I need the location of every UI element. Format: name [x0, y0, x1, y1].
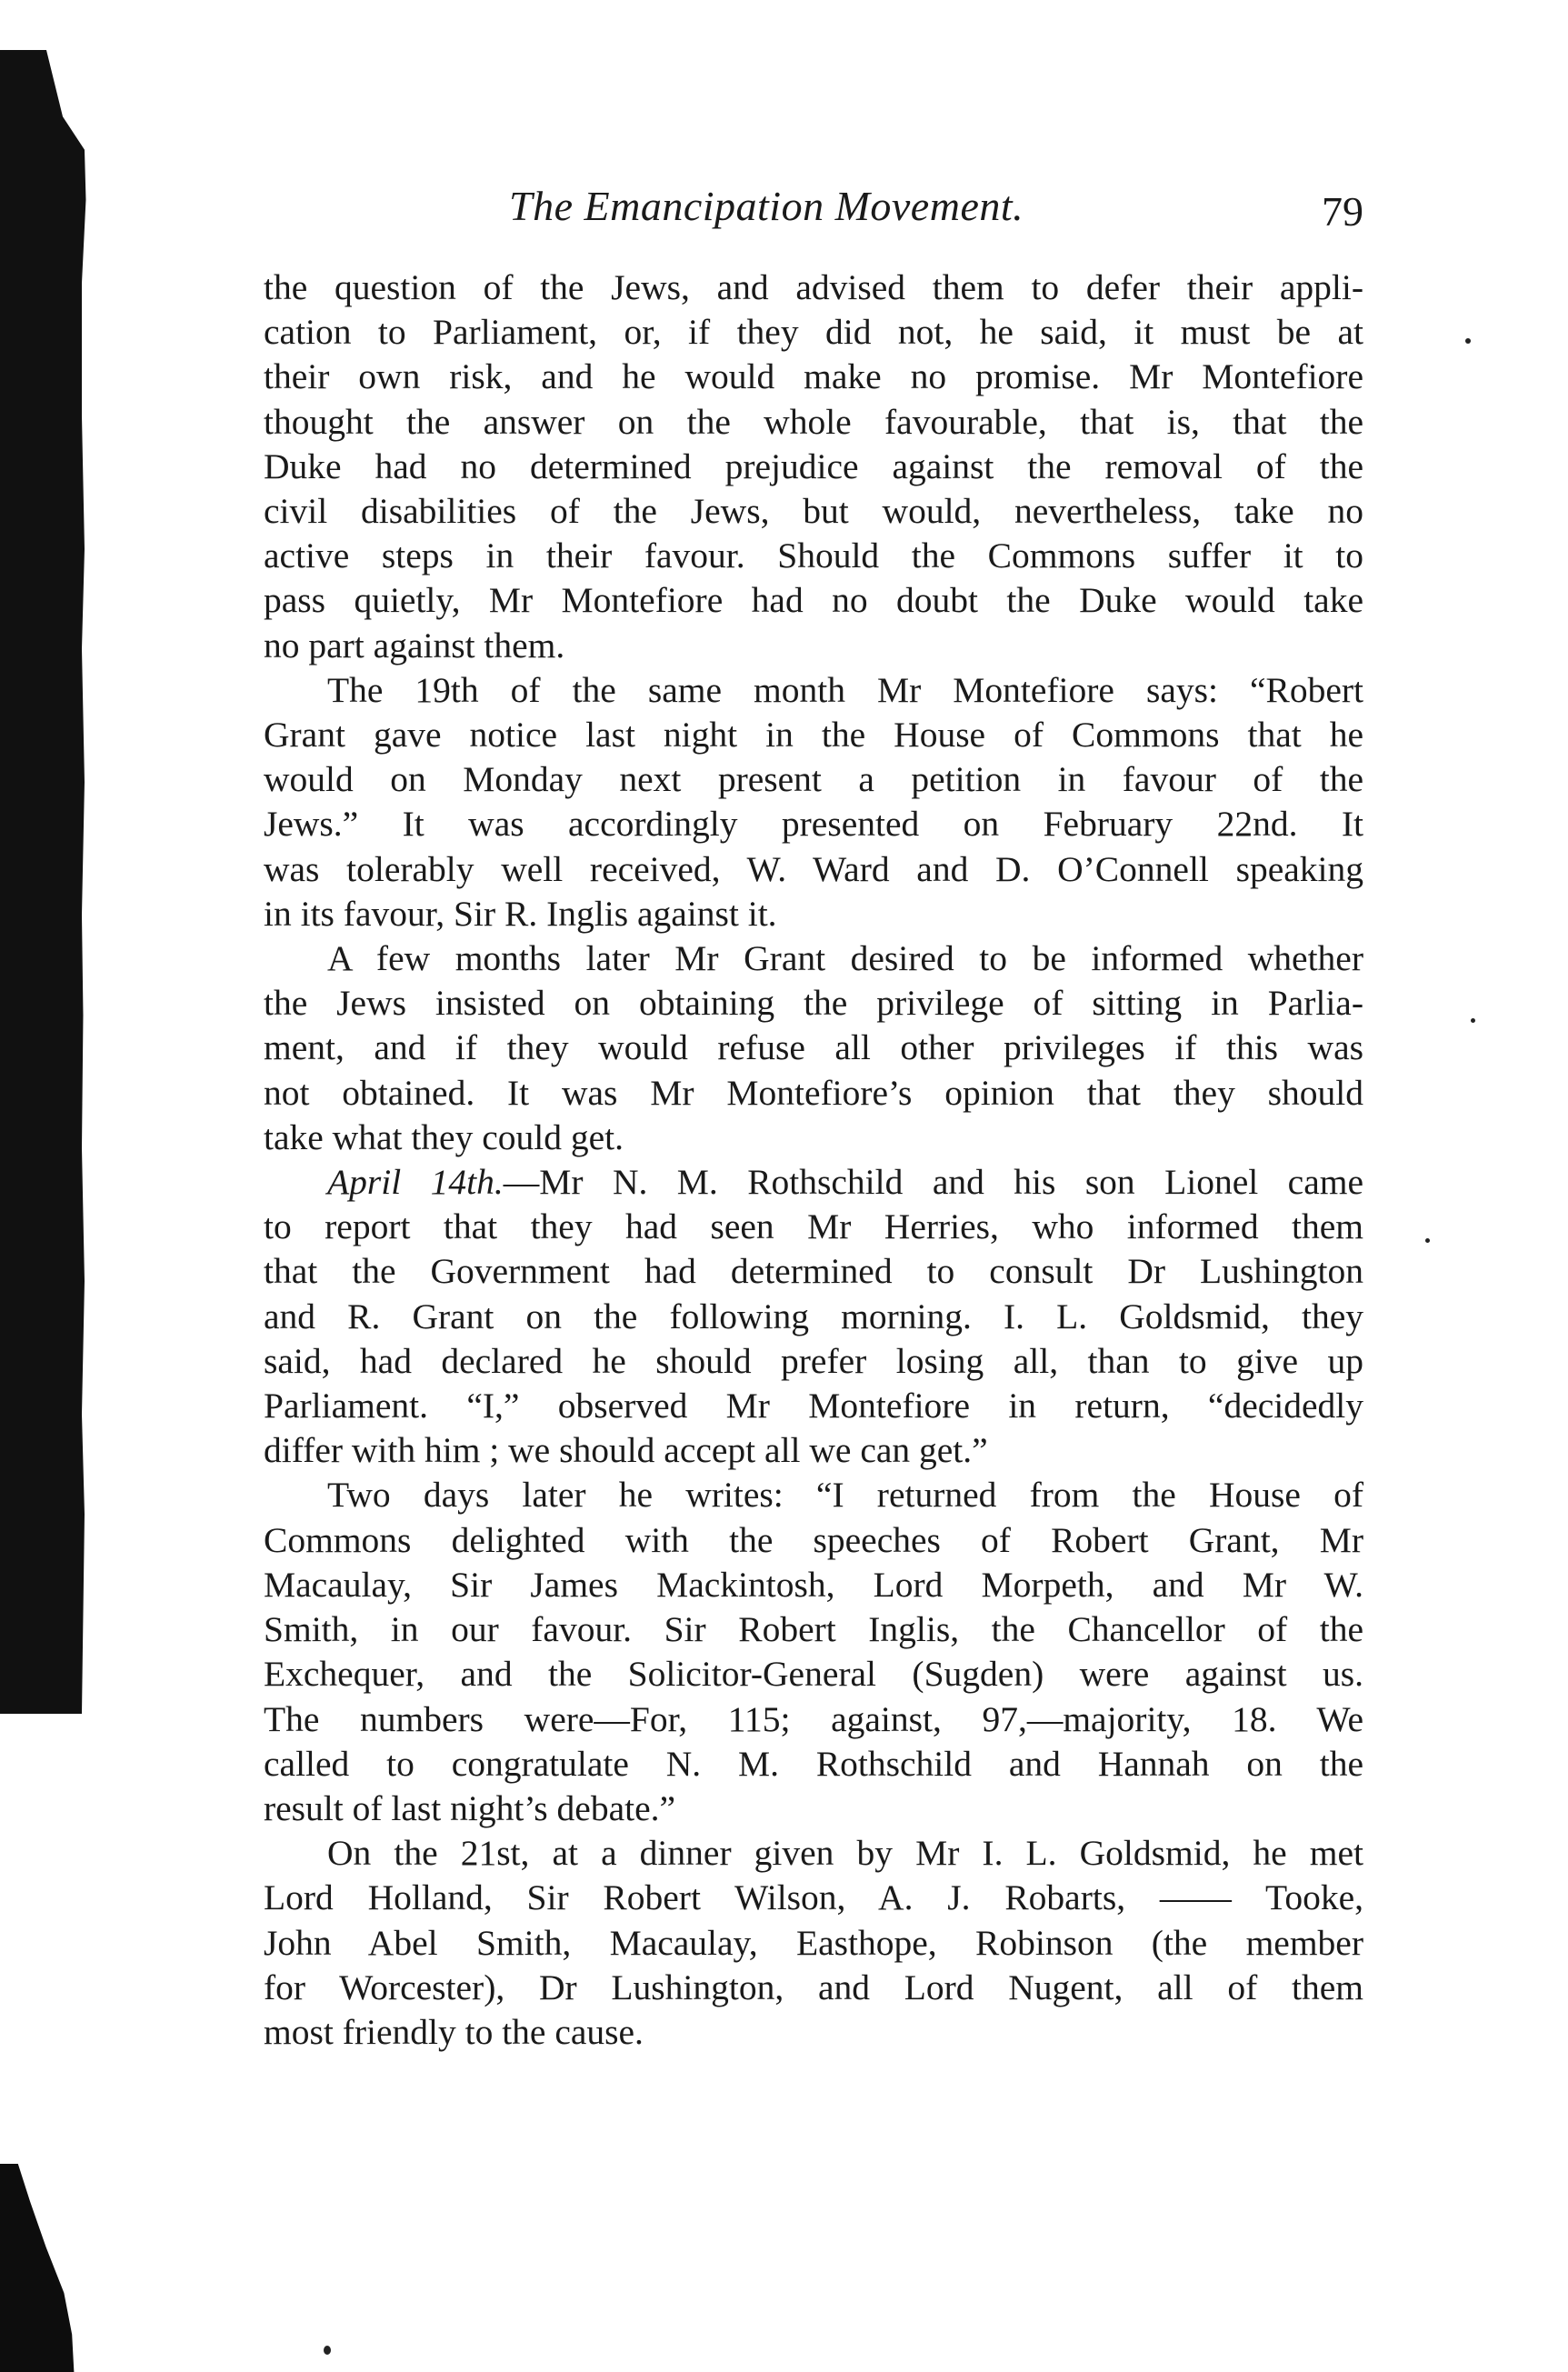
text-line: for Worcester), Dr Lushington, and Lord Nugent, all of them [264, 1967, 1363, 2007]
text-line: the Jews insisted on obtaining the privilege of sitting in Parlia- [264, 983, 1363, 1024]
text-line: most friendly to the cause. [264, 2011, 644, 2052]
text-line: ment, and if they would refuse all other privileges if this was [264, 1027, 1363, 1068]
text-line: no part against them. [264, 625, 565, 666]
text-line: the question of the Jews, and advised them to defer their appli- [264, 267, 1363, 307]
paragraph [264, 265, 1363, 668]
binding-edge-shadow [0, 50, 136, 1714]
text-line: A few months later Mr Grant desired to be informed whether [327, 938, 1363, 979]
text-line: thought the answer on the whole favourable, that is, that the [264, 401, 1363, 442]
text-line: in its favour, Sir R. Inglis against it. [264, 893, 777, 934]
text-line: Lord Holland, Sir Robert Wilson, A. J. Robarts, —— Tooke, [264, 1877, 1363, 1918]
text-line: pass quietly, Mr Montefiore had no doubt the Duke would take [264, 580, 1363, 621]
paragraph [264, 1831, 1363, 2055]
scan-speck [324, 2346, 331, 2355]
text-line-rest: —Mr N. M. Rothschild and his son Lionel came [503, 1162, 1363, 1203]
scan-speck [1471, 1018, 1475, 1023]
text-line: Parliament. “I,” observed Mr Montefiore in return, “decidedly [264, 1386, 1363, 1426]
paragraph [264, 936, 1363, 1160]
text-line: cation to Parliament, or, if they did not, he said, it must be at [264, 312, 1363, 353]
text-line: take what they could get. [264, 1116, 624, 1157]
text-line: The 19th of the same month Mr Montefiore says: “Robert [327, 669, 1363, 710]
scan-speck [1425, 1238, 1430, 1243]
text-line: their own risk, and he would make no promise. Mr Montefiore [264, 356, 1363, 397]
text-line: Jews.” It was accordingly presented on February 22nd. It [264, 804, 1363, 845]
text-line: active steps in their favour. Should the Commons suffer it to [264, 535, 1363, 576]
scan-speck [1465, 338, 1471, 344]
text-line: called to congratulate N. M. Rothschild and Hannah on the [264, 1743, 1363, 1784]
text-line: Grant gave notice last night in the House of Commons that he [264, 715, 1363, 756]
text-line: On the 21st, at a dinner given by Mr I. L. Goldsmid, he met [327, 1833, 1363, 1874]
text-line: not obtained. It was Mr Montefiore’s opinion that they should [264, 1072, 1363, 1113]
text-line: would on Monday next present a petition in favour of the [264, 759, 1363, 800]
text-line: Exchequer, and the Solicitor-General (Sugden) were against us. [264, 1654, 1363, 1695]
text-line: Macaulay, Sir James Mackintosh, Lord Morpeth, and Mr W. [264, 1564, 1363, 1605]
paragraph [264, 1160, 1363, 1473]
text-line: Duke had no determined prejudice against the removal of the [264, 445, 1363, 486]
text-line [264, 1160, 1363, 1205]
text-line: Commons delighted with the speeches of Robert Grant, Mr [264, 1519, 1363, 1560]
paragraph [264, 668, 1363, 936]
text-line: to report that they had seen Mr Herries, who informed them [264, 1206, 1363, 1247]
body-text [264, 265, 1363, 2055]
text-line: that the Government had determined to consult Dr Lushington [264, 1251, 1363, 1292]
text-line: said, had declared he should prefer losing all, than to give up [264, 1340, 1363, 1381]
text-line: Smith, in our favour. Sir Robert Inglis, the Chancellor of the [264, 1609, 1363, 1650]
paragraph [264, 1473, 1363, 1831]
running-title: The Emancipation Movement. [509, 183, 1024, 229]
text-line: civil disabilities of the Jews, but would, nevertheless, take no [264, 491, 1363, 532]
text-line: Two days later he writes: “I returned from the House of [327, 1475, 1363, 1516]
page-number: 79 [1322, 188, 1363, 235]
text-line: result of last night’s debate.” [264, 1787, 676, 1828]
running-head [264, 182, 1363, 255]
text-line: John Abel Smith, Macaulay, Easthope, Robinson (the member [264, 1922, 1363, 1963]
date-lead: April 14th. [327, 1162, 504, 1203]
text-line: The numbers were—For, 115; against, 97,—majority, 18. We [264, 1698, 1363, 1739]
text-line: was tolerably well received, W. Ward and D. O’Connell speaking [264, 848, 1363, 889]
text-line: and R. Grant on the following morning. I. L. Goldsmid, they [264, 1296, 1363, 1336]
binding-edge-shadow-bottom [0, 2164, 100, 2372]
text-line: differ with him ; we should accept all we can get.” [264, 1430, 988, 1471]
